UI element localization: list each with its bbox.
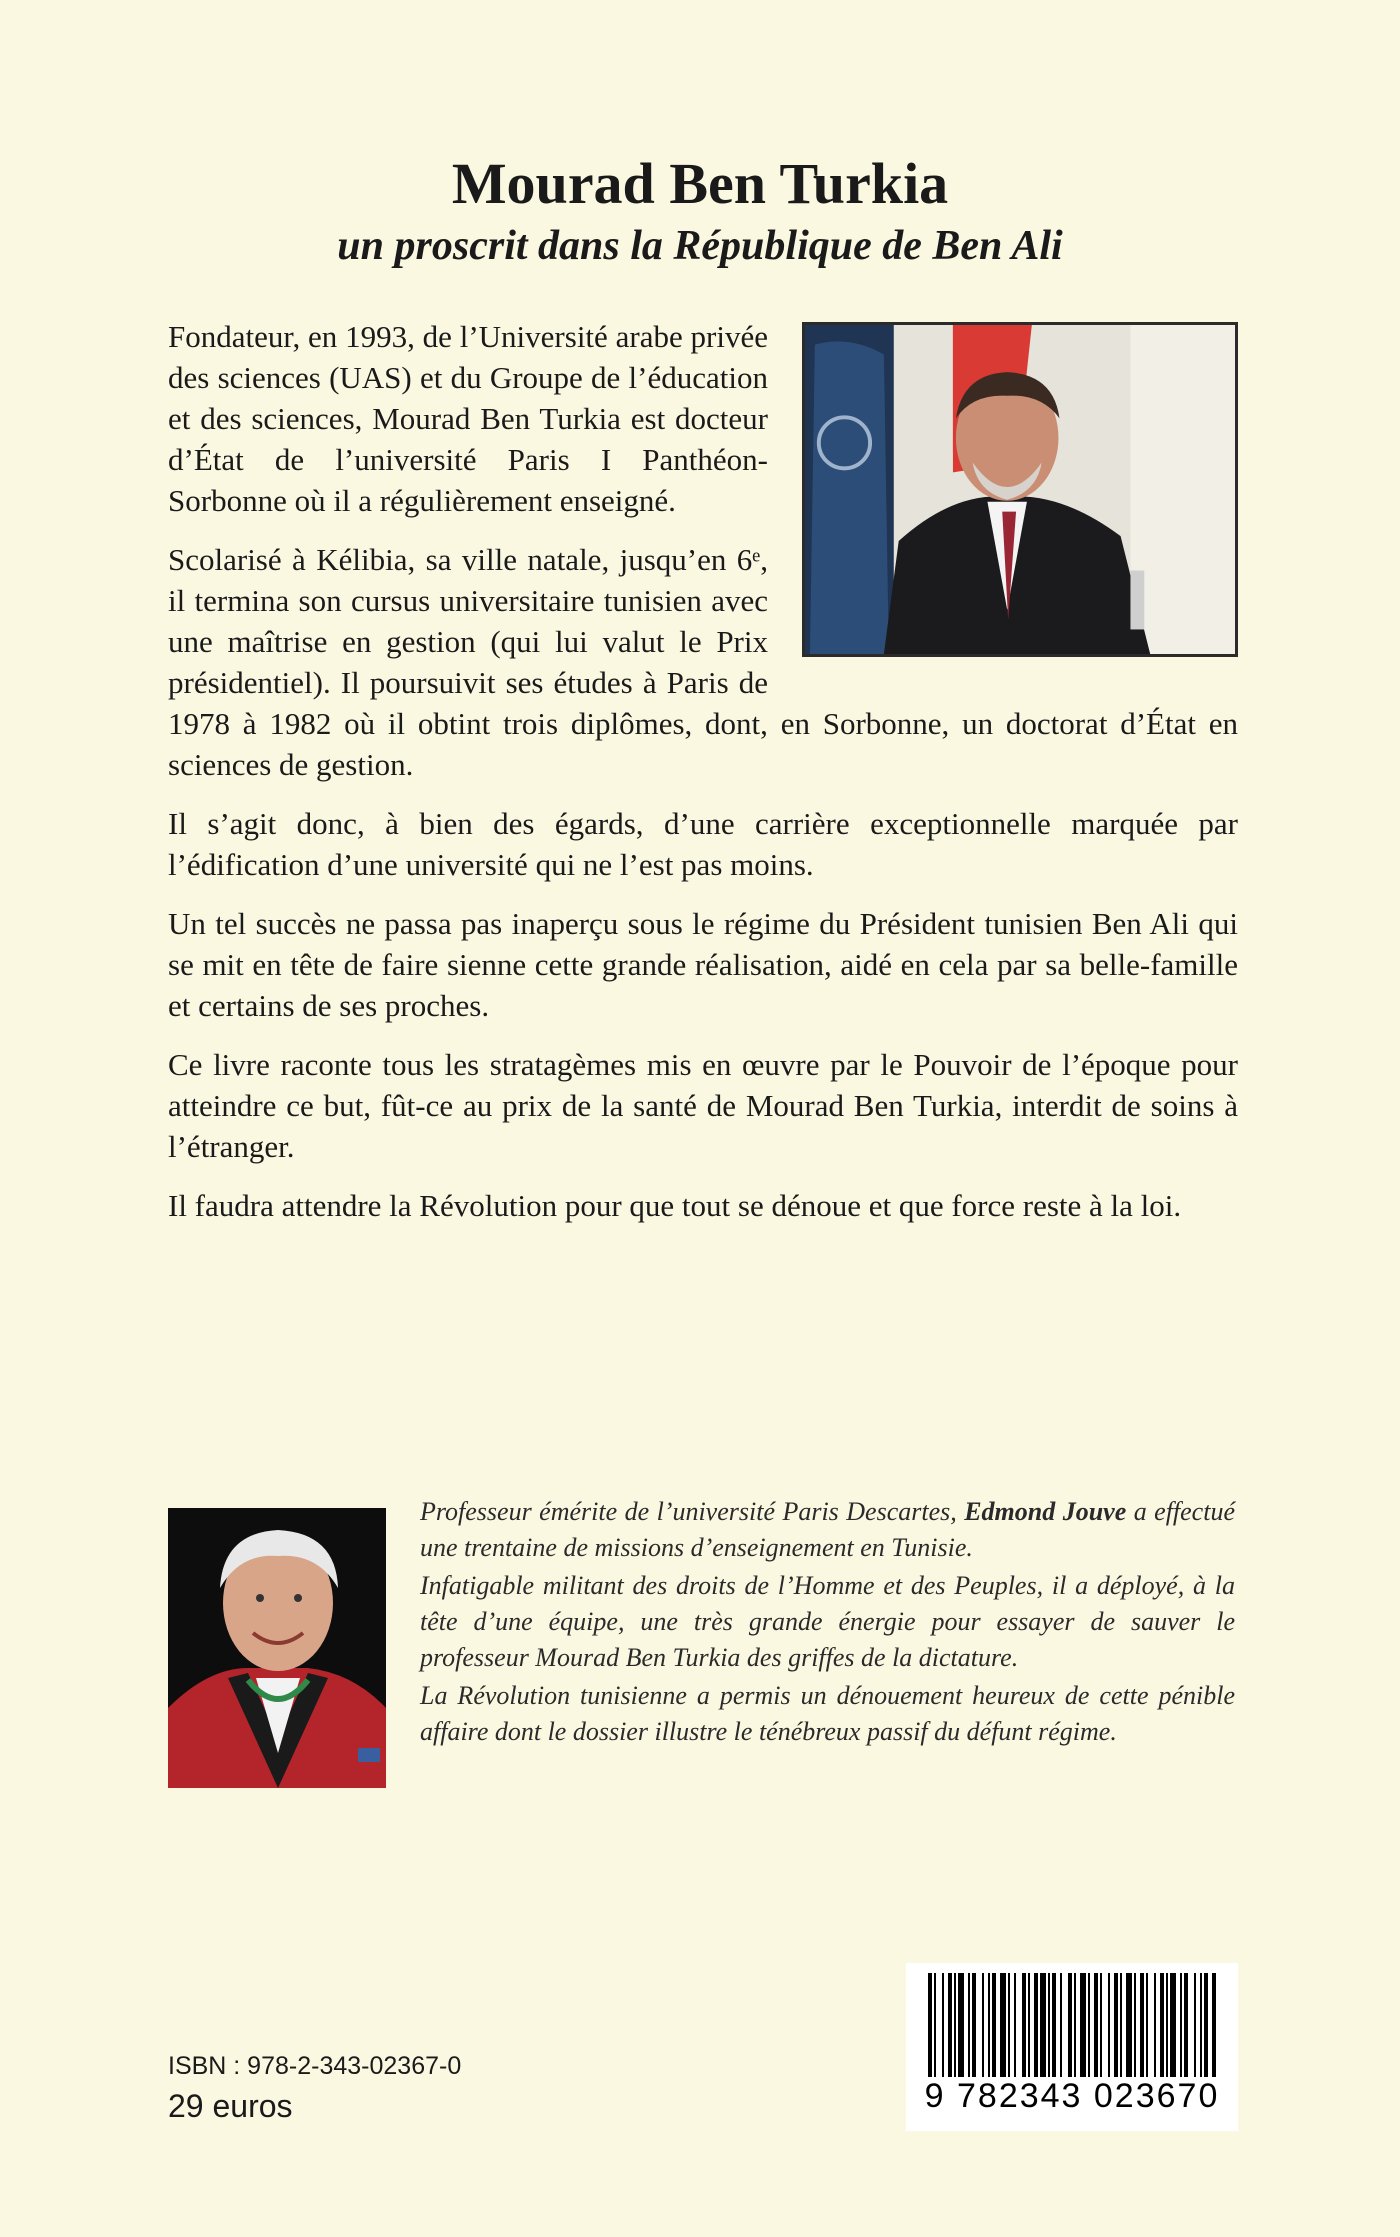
barcode [906, 1963, 1238, 2131]
author-bio-line-2: Infatigable militant des droits de l’Homme et des Peuples, il a déployé, à la tête d’une équipe, une très grande énergie pour essayer de sauver le professeur Mourad Ben Turkia des griffes de la dictature. [420, 1571, 1235, 1672]
barcode-bar [1140, 1973, 1144, 2077]
barcode-bar [958, 1973, 964, 2077]
barcode-bar [1068, 1973, 1072, 2077]
barcode-bar [928, 1973, 932, 2077]
barcode-bar [1028, 1973, 1030, 2077]
paragraph-5: Ce livre raconte tous les stratagèmes mis en œuvre par le Pouvoir de l’époque pour atteindre ce but, fût-ce au prix de la santé de Mourad Ben Turkia, interdit de soins à l’étranger. [168, 1047, 1238, 1164]
book-title: Mourad Ben Turkia [451, 151, 949, 216]
barcode-bar [968, 1973, 970, 2077]
author-bio-intro: Professeur émérite de l’université Paris Descartes, [420, 1497, 965, 1526]
barcode-bar [948, 1973, 952, 2077]
barcode-bar [1160, 1973, 1164, 2077]
barcode-bar [1000, 1973, 1006, 2077]
barcode-bar [1052, 1973, 1056, 2077]
barcode-bar [1114, 1973, 1118, 2077]
paragraph-2: Scolarisé à Kélibia, sa ville natale, jusqu’en 6ᵉ, il termina son cursus universitaire tunisien avec une maîtrise en gestion (qui lui valut le Prix présidentiel). Il poursuivit ses études à Paris de 1978 à 1982 où il obtint trois diplômes, dont, en Sorbonne, un doctorat d’État en sciences de gestion. [168, 542, 1238, 782]
paragraph-1: Fondateur, en 1993, de l’Université arabe privée des sciences (UAS) et du Groupe de l’éducation et des sciences, Mourad Ben Turkia est docteur d’État de l’université Paris I Panthéon-Sorbonne où il a régulièrement enseigné. [168, 319, 768, 518]
barcode-bar [1094, 1973, 1098, 2077]
barcode-bar [1040, 1973, 1046, 2077]
barcode-bar [1100, 1973, 1102, 2077]
barcode-bars [928, 1973, 1216, 2077]
price-label: 29 euros [168, 2088, 293, 2124]
author-photo-edmond-jouve [168, 1508, 386, 1788]
barcode-bar [954, 1973, 956, 2077]
barcode-bar [992, 1973, 996, 2077]
barcode-bar [1088, 1973, 1090, 2077]
author-bio-line-1 [420, 1494, 1235, 1566]
barcode-bar [1146, 1973, 1148, 2077]
barcode-bar [1120, 1973, 1122, 2077]
author-bio-line-3: La Révolution tunisienne a permis un dénouement heureux de cette pénible affaire dont le dossier illustre le ténébreux passif du défunt régime. [420, 1681, 1235, 1746]
barcode-bar [1060, 1973, 1062, 2077]
author-name: Edmond Jouve [964, 1497, 1127, 1526]
barcode-bar [1034, 1973, 1038, 2077]
barcode-bar [942, 1973, 944, 2077]
author-bio-rest: a effectué une trentaine de missions d’enseignement en Tunisie. [420, 1497, 1235, 1562]
barcode-bar [1008, 1973, 1010, 2077]
barcode-bar [1134, 1973, 1136, 2077]
barcode-bar [1080, 1973, 1086, 2077]
barcode-bar [1184, 1973, 1188, 2077]
barcode-bar [934, 1973, 936, 2077]
barcode-bar [1014, 1973, 1016, 2077]
barcode-bar [1048, 1973, 1050, 2077]
author-bio [420, 1494, 1235, 1752]
summary-text [168, 316, 1238, 1244]
barcode-bar [1022, 1973, 1026, 2077]
barcode-bar [1204, 1973, 1208, 2077]
barcode-bar [1170, 1973, 1176, 2077]
isbn-label: ISBN : 978-2-343-02367-0 [168, 2052, 462, 2080]
barcode-bar [1126, 1973, 1132, 2077]
barcode-bar [988, 1973, 990, 2077]
author-photo-ben-turkia [802, 322, 1238, 657]
barcode-bar [1180, 1973, 1182, 2077]
paragraph-4: Un tel succès ne passa pas inaperçu sous le régime du Président tunisien Ben Ali qui se mit en tête de faire sienne cette grande réalisation, aidé en cela par sa belle-famille et certains de ses proches. [168, 906, 1238, 1023]
barcode-bar [1166, 1973, 1168, 2077]
paragraph-6: Il faudra attendre la Révolution pour que tout se dénoue et que force reste à la loi. [168, 1188, 1182, 1223]
barcode-bar [1194, 1973, 1196, 2077]
barcode-bar [1154, 1973, 1156, 2077]
barcode-bar [1212, 1973, 1216, 2077]
barcode-bar [1108, 1973, 1110, 2077]
barcode-bar [982, 1973, 984, 2077]
barcode-bar [1074, 1973, 1076, 2077]
book-subtitle: un proscrit dans la République de Ben Ali [337, 223, 1063, 269]
barcode-bar [972, 1973, 976, 2077]
barcode-bar [1200, 1973, 1202, 2077]
paragraph-3: Il s’agit donc, à bien des égards, d’une carrière exceptionnelle marquée par l’édification d’une université qui ne l’est pas moins. [168, 806, 1238, 882]
barcode-digits: 9 782343 023670 [924, 2077, 1220, 2115]
